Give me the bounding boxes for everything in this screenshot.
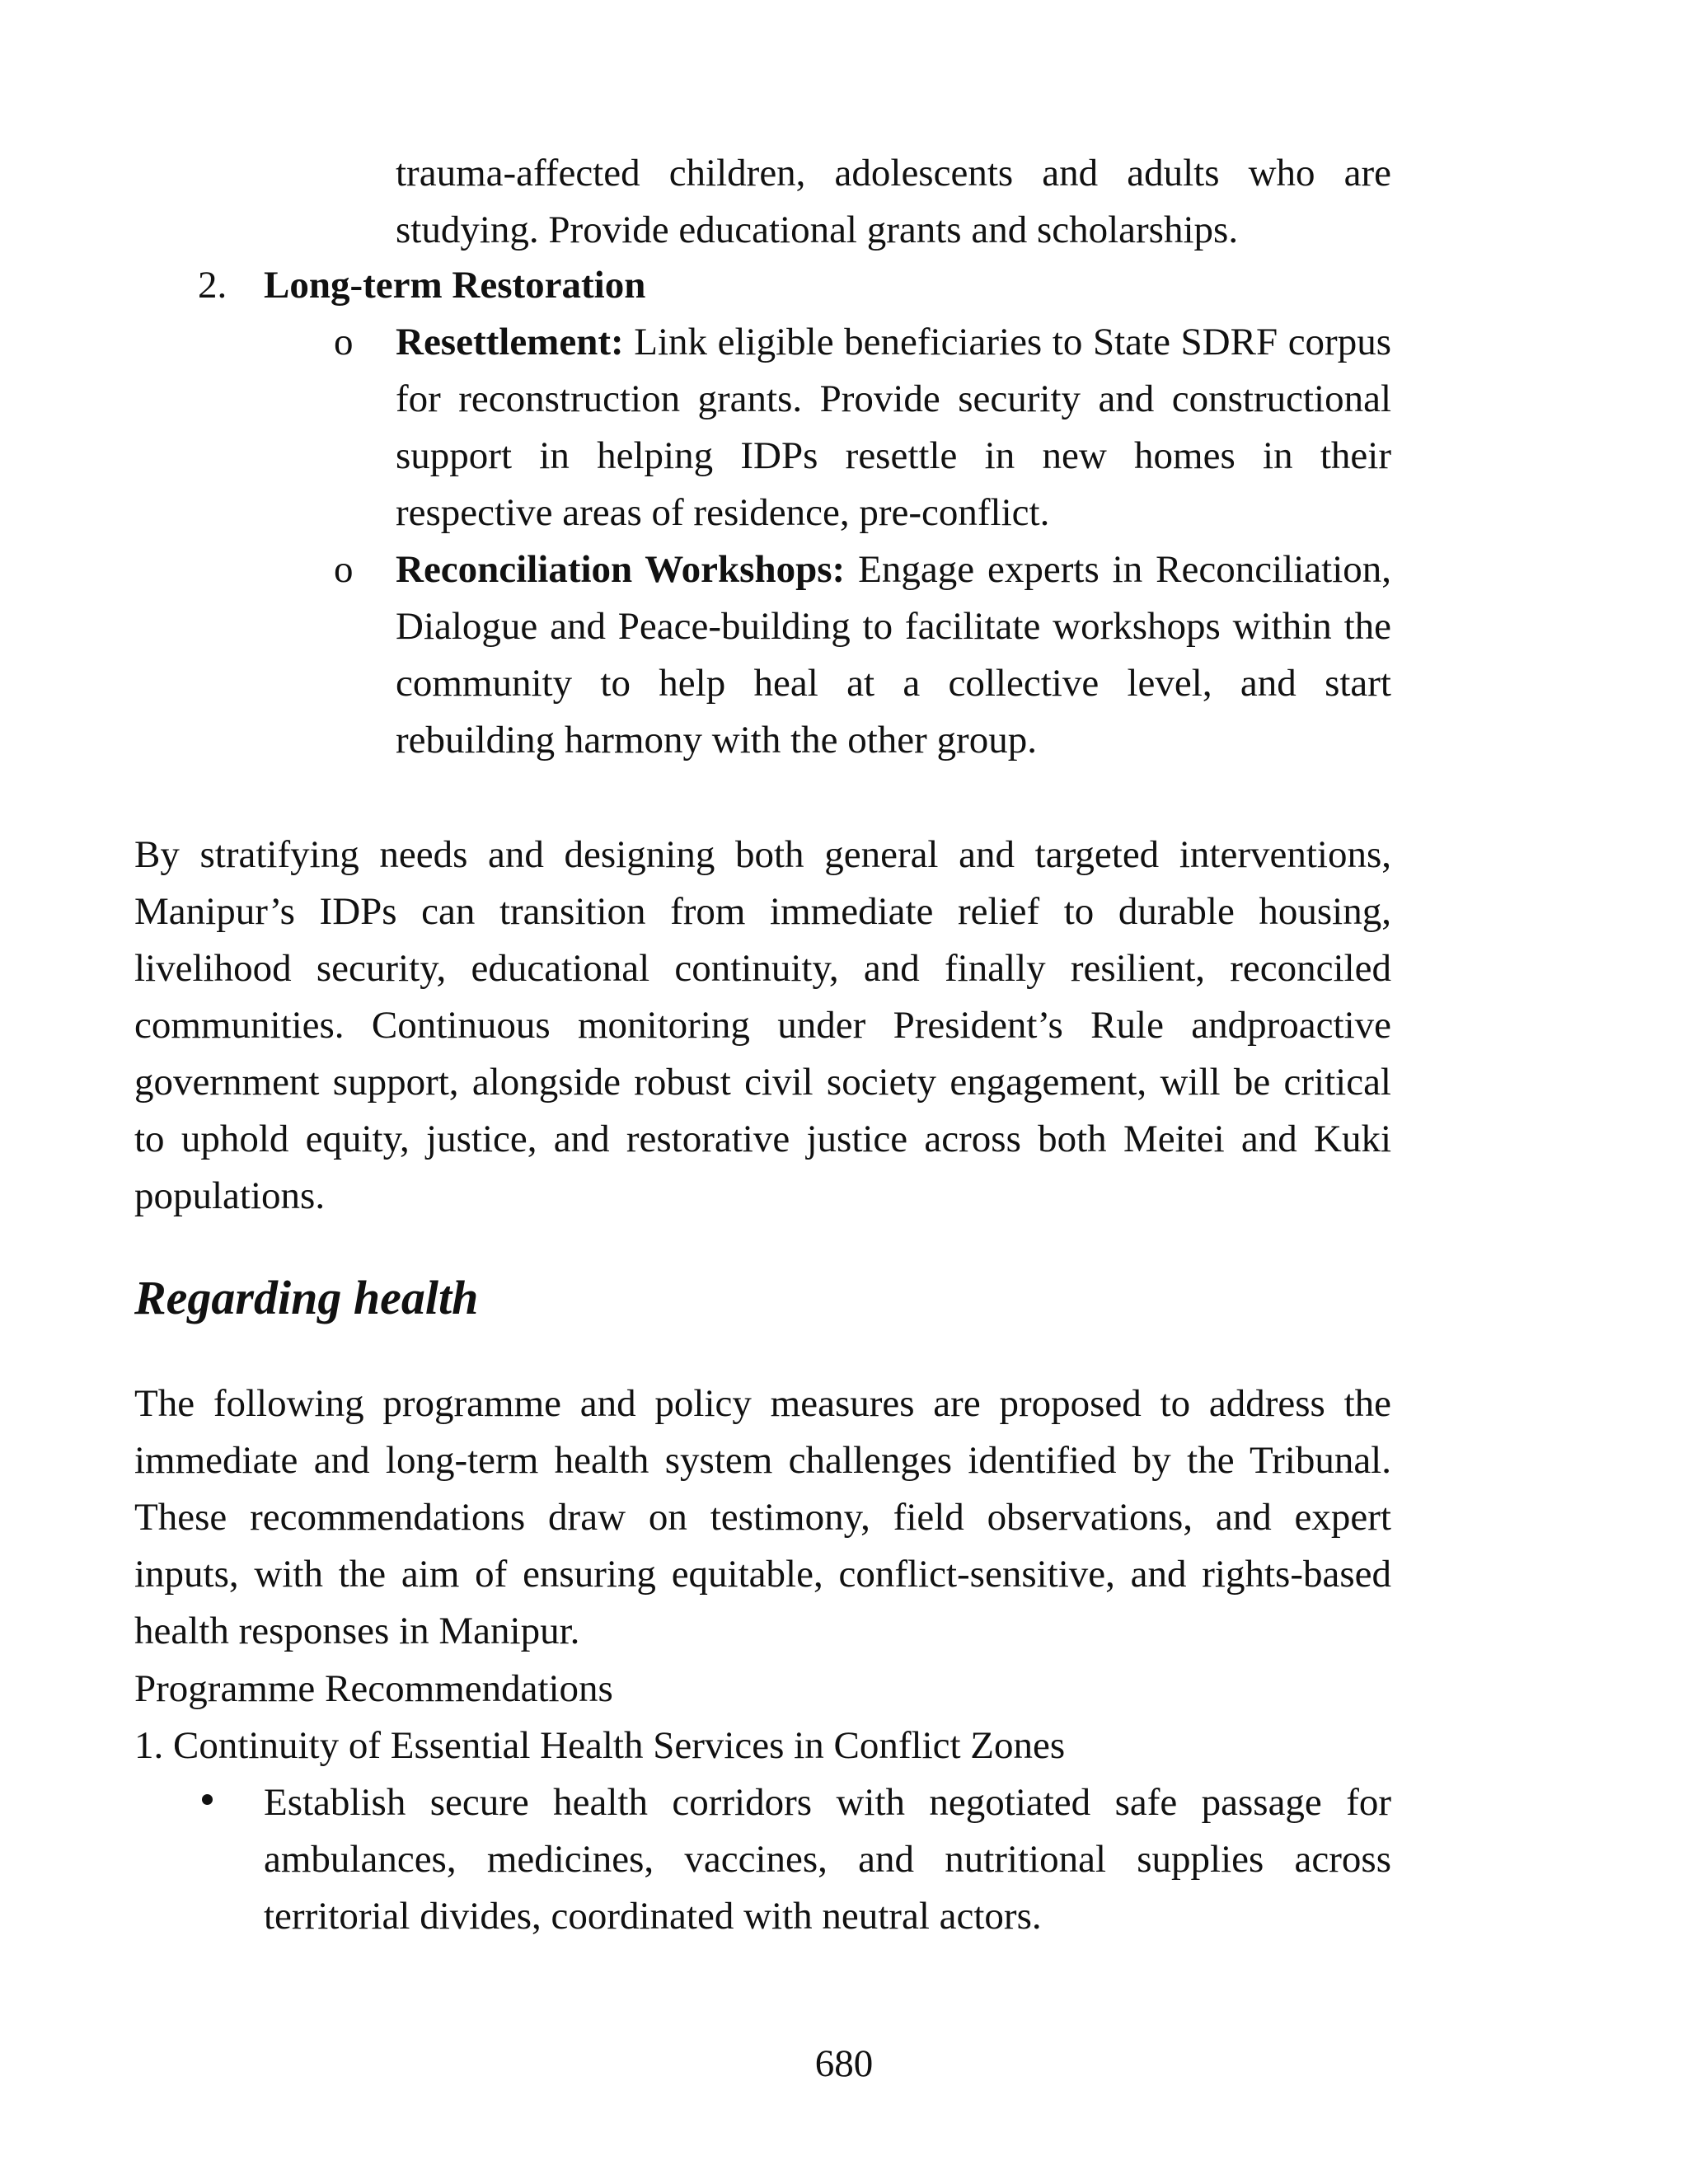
bullet-item: Establish secure health corridors with negotiated safe passage for ambulances, medicines, vaccines, and nutritional supplies across territorial divides, coordinated with neutral actors. [264,1781,1391,1938]
sub-item-resettlement [396,314,1391,541]
sub-item-label: Reconciliation Workshops: [396,548,846,591]
item-2-number: 2. [198,264,227,307]
item-2-title: Long-term Restoration [264,264,646,307]
sub-item-marker: o [334,548,354,591]
continued-item-text: trauma-affected children, adolescents and adults who are studying. Provide educational grants and scholarships. [396,152,1391,251]
sub-item-text: Engage experts in Reconciliation, Dialogue and Peace-building to facilitate workshops within the community to help heal at a collective level, and start rebuilding harmony with the other group. [396,548,1391,762]
sub-item-reconciliation-workshops [396,541,1391,769]
section-heading: Regarding health [134,1271,479,1324]
bullet-icon [202,1794,213,1805]
page-number: 680 [814,2042,874,2085]
sub-item-label: Resettlement: [396,321,624,363]
programme-item-1: 1. Continuity of Essential Health Services in Conflict Zones [134,1724,1066,1767]
intro-paragraph: The following programme and policy measures are proposed to address the immediate and long-term health system challenges identified by the Tribunal. These recommendations draw on testimony, field observations, and expert inputs, with the aim of ensuring equitable, conflict-sensitive, and rights-based health responses in Manipur. [134,1382,1391,1652]
summary-paragraph: By stratifying needs and designing both general and targeted interventions, Manipur’s IDPs can transition from immediate relief to durable housing, livelihood security, educational continuity, and finally resilient, reconciled communities. Continuous monitoring under President’s Rule andproactive government support, alongside robust civil society engagement, will be critical to uphold equity, justice, and restorative justice across both Meitei and Kuki populations. [134,833,1391,1217]
sub-item-marker: o [334,321,354,363]
programme-recommendations-label: Programme Recommendations [134,1667,613,1710]
sub-item-text: Link eligible beneficiaries to State SDRF corpus for reconstruction grants. Provide security and constructional support in helping IDPs resettle in new homes in their respective areas of residence, pre-conflict. [396,321,1391,534]
